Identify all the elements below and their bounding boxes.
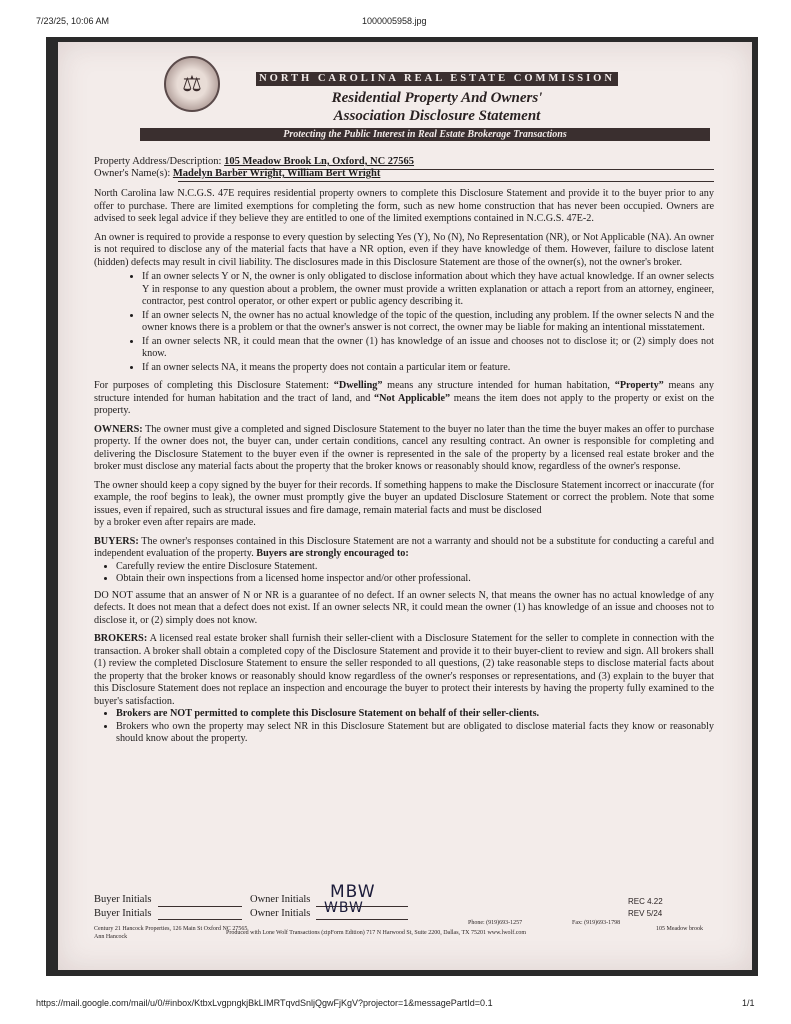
owner-initials-rule-2 <box>316 919 408 920</box>
produced-with: Produced with Lone Wolf Transactions (zipForm Edition) 717 N Harwood St, Suite 2200, Dallas, TX 75201 www.lwolf.com <box>226 930 527 936</box>
term-not-applicable: “Not Applicable” <box>373 392 451 404</box>
disclosure-page <box>58 42 752 970</box>
response-paragraph: An owner is required to provide a response to every question by selecting Yes (Y), No (N), No Representation (NR), or Not Applicable (NA). An owner is not required to disclose any of the material facts that have a NR option, even if they have knowledge of them. However, failure to disclose latent (hidden) defects may result in civil liability. The disclosures made in this Disclosure Statement are those of the owner(s), not the owner's broker. <box>94 231 714 268</box>
print-datetime: 7/23/25, 10:06 AM <box>36 16 110 26</box>
owners-heading: OWNERS: <box>94 423 143 435</box>
copy-paragraph-tail: by a broker even after repairs are made. <box>94 517 256 528</box>
list-item: • Brokers who own the property may select NR in this Disclosure Statement but are obligated to disclose material facts they know or reasonably should know about the property. <box>116 721 714 746</box>
list-item: • Obtain their own inspections from a licensed home inspector and/or other professional. <box>116 573 714 586</box>
intro-paragraph: North Carolina law N.C.G.S. 47E requires residential property owners to complete this Disclosure Statement and provide it to the buyer prior to any offer to purchase. There are limited exemptions for completing the form, such as new home construction that has never been occupied. Owners are advised to seek legal advice if they believe they are entitled to one of the limited exemptions contained in N.C.G.S. 47E-2. <box>94 188 714 224</box>
list-item: • If an owner selects N, the owner has no actual knowledge of the topic of the question, including any problem. If the owner selects N and the owner knows there is a problem or that the owner's answer is not correct, the owner may be liable for making an intentional misstatement. <box>142 310 714 335</box>
tagline-banner: Protecting the Public Interest in Real Estate Brokerage Transactions <box>140 128 710 141</box>
do-not-paragraph: DO NOT assume that an answer of N or NR is a guarantee of no defect. If an owner selects N, that means the owner has no actual knowledge of any defects. It does not mean that a defect does not exist. If an owner selects NR, it could mean the owner (1) has knowledge of an issue and chooses not to disclose it, or (2) simply does not know. <box>94 589 714 626</box>
buyer-initials-label-1: Buyer Initials <box>94 894 152 905</box>
buyers-heading: BUYERS: <box>94 535 139 547</box>
commission-banner: NORTH CAROLINA REAL ESTATE COMMISSION <box>256 72 618 86</box>
term-property: “Property” <box>614 380 664 391</box>
list-item: • If an owner selects NA, it means the property does not contain a particular item or feature. <box>142 362 714 375</box>
form-title-line1: Residential Property And Owners' <box>331 90 543 106</box>
list-item: • If an owner selects Y or N, the owner is only obligated to disclose information about which they have actual knowledge. If an owner selects Y in response to any question about a problem, the owner must provide a written explanation or attach a report from an attorney, engineer, contractor, pest control operator, or other expert or public agency describing it. <box>142 271 714 309</box>
agent-name: Ann Hancock <box>94 934 128 940</box>
rev-date: REV 5/24 <box>628 909 663 918</box>
company-line: Century 21 Hancock Properties, 126 Main St Oxford NC 27565 <box>94 926 248 932</box>
brokers-paragraph <box>94 633 714 708</box>
buyers-encouraged: Buyers are strongly encouraged to: <box>256 548 409 559</box>
address-value: 105 Meadow Brook Ln, Oxford, NC 27565 <box>224 156 415 167</box>
owner-initials-label-2: Owner Initials <box>250 908 311 919</box>
address-line <box>94 156 414 167</box>
list-item: • Brokers are NOT permitted to complete this Disclosure Statement on behalf of their seller-clients. <box>116 708 714 721</box>
company-phone: Phone: (919)693-1257 <box>468 920 523 926</box>
seal-icon: ⚖ <box>182 71 202 96</box>
form-title-line2: Association Disclosure Statement <box>333 108 541 124</box>
response-bullets <box>94 271 714 374</box>
definitions-mid2: means any structure intended for human habitation and the tract of land, and <box>94 380 714 404</box>
owners-rule <box>178 181 714 182</box>
definitions-mid1: means any structure intended for human habitation, <box>382 380 615 391</box>
company-fax: Fax: (919)693-1798 <box>572 920 621 926</box>
owner2-signature: WBW <box>324 900 364 916</box>
list-item: • Carefully review the entire Disclosure Statement. <box>116 561 714 574</box>
owner1-signature: MBW <box>330 882 376 902</box>
copy-paragraph <box>94 480 714 518</box>
brokers-heading: BROKERS: <box>94 633 148 644</box>
buyers-bullets <box>94 561 714 586</box>
brokers-text: A licensed real estate broker shall furnish their seller-client with a Disclosure Statement for the seller to complete in connection with the transaction. A broker shall obtain a completed copy of the Disclosure Statement and provide it to their buyer-client to review and sign. All brokers shall (1) review the completed Disclosure Statement to ensure the seller responded to all questions, (2) take reasonable steps to disclose material facts about the property that the broker knows or reasonably should know regardless of the owner's responses or representations, and (3) explain to the buyer that this Disclosure Statement does not replace an inspection and encourage the buyer to protect their interests by having the property fully examined to the buyer's satisfaction. <box>94 633 714 707</box>
buyer-initials-rule-1 <box>158 906 242 907</box>
buyer-initials-rule-2 <box>158 919 242 920</box>
term-dwelling: “Dwelling” <box>333 380 383 391</box>
commission-seal <box>164 56 220 112</box>
definitions-pre: For purposes of completing this Disclosure Statement: <box>94 380 334 391</box>
brokers-bullets <box>94 708 714 746</box>
property-tag: 105 Meadow brook <box>656 926 703 932</box>
body-text <box>94 188 714 750</box>
owners-text: The owner must give a completed and signed Disclosure Statement to the buyer no later than the time the buyer makes an offer to purchase property. If the owner does not, the buyer can, under certain conditions, cancel any resulting contract. An owner is responsible for completing and delivering the Disclosure Statement to the buyer even if the owner is represented in the sale of the property by a licensed real estate broker and the broker must disclose any material facts about the property that the broker knows or reasonably should know, regardless of the owner's response. <box>94 423 714 472</box>
rev-rec: REC 4.22 <box>628 897 663 906</box>
address-label: Property Address/Description: <box>94 156 222 167</box>
list-item: • If an owner selects NR, it could mean that the owner (1) has knowledge of an issue and chooses not to disclose it; or (2) simply does not know. <box>142 336 714 361</box>
definitions-paragraph <box>94 380 714 418</box>
owners-line <box>94 168 380 179</box>
buyers-text: The owner's responses contained in this Disclosure Statement are not a warranty and should not be a substitute for conducting a careful and independent evaluation of the property. <box>94 535 714 559</box>
copy-text: The owner should keep a copy signed by the buyer for their records. If something happens to make the Disclosure Statement incorrect or inaccurate (for example, the roof begins to leak), the owner must promptly give the buyer an updated Disclosure Statement or correct the problem. Note that some issues, even if repaired, such as structural issues and fire damage, remain material facts and must be disclosed <box>94 479 714 516</box>
print-url: https://mail.google.com/mail/u/0/#inbox/KtbxLvgpngkjBkLIMRTqvdSnljQgwFjKgV?projector=1&messagePartId=0.1 <box>36 998 493 1008</box>
print-filename: 1000005958.jpg <box>362 16 427 26</box>
owners-label: Owner's Name(s): <box>94 168 171 179</box>
buyer-initials-label-2: Buyer Initials <box>94 908 152 919</box>
owner-initials-label-1: Owner Initials <box>250 894 311 905</box>
print-page-number: 1/1 <box>742 998 755 1008</box>
definitions-post: means the item does not apply to the property or exist on the property. <box>94 392 714 416</box>
owners-value: Madelyn Barber Wright, William Bert Wright <box>172 168 381 179</box>
owners-paragraph <box>94 424 714 474</box>
buyers-paragraph <box>94 536 714 561</box>
